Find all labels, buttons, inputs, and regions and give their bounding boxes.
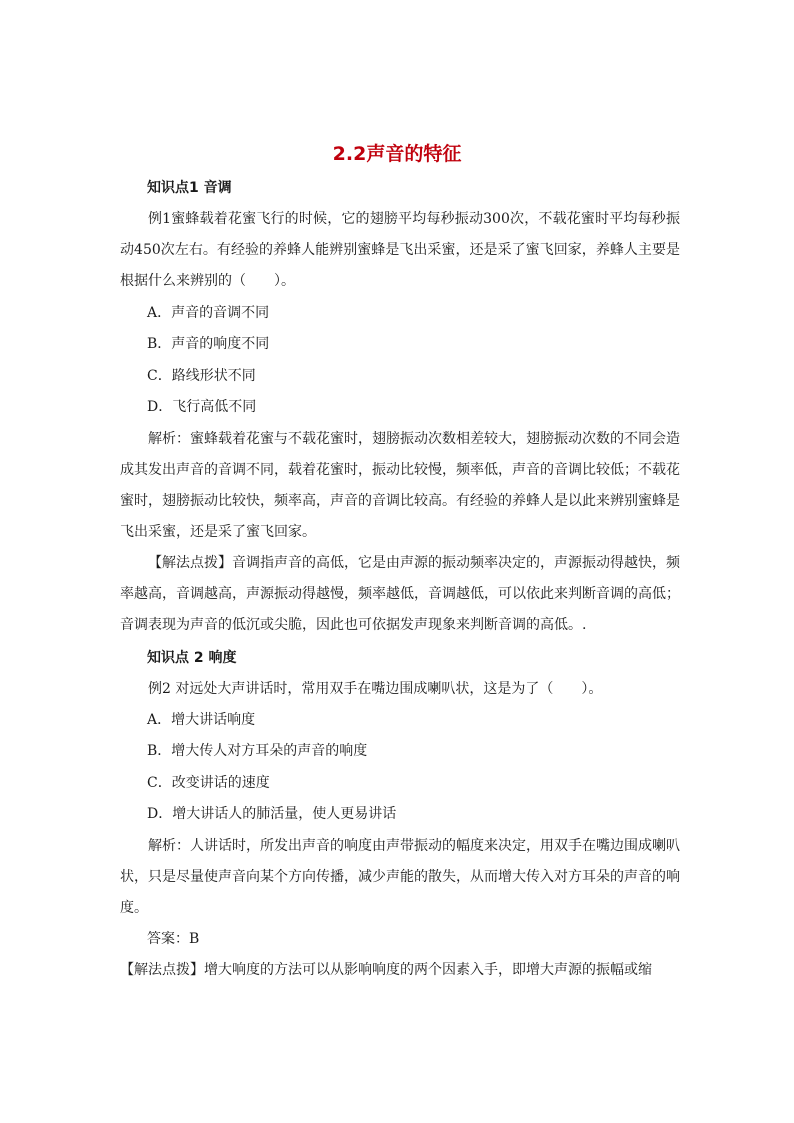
- example-2-option-c: C．改变讲话的速度: [147, 775, 270, 791]
- example-2-question: 例2 对远处大声讲话时，常用双手在嘴边围成喇叭状，这是为了（ ）。: [148, 681, 603, 697]
- example-1-option-d: D．飞行高低不同: [147, 399, 257, 415]
- example-2-option-d: D．增大讲话人的肺活量，使人更易讲话: [147, 806, 397, 822]
- page-title: 2.2声音的特征: [332, 143, 462, 165]
- example-1-tip: 【解法点拨】音调指声音的高低，它是由声源的振动频率决定的，声源振动得越快，频率越高，音调越高，声源振动得越慢，频率越低，音调越低，可以依此来判断音调的高低；音调表现为声音的低沉或尖脆，因此也可依据发声现象来判断音调的高低。.: [120, 555, 680, 633]
- example-2-option-b: B．增大传人对方耳朵的声音的响度: [147, 743, 368, 759]
- example-1-question: 例1蜜蜂载着花蜜飞行的时候，它的翅膀平均每秒振动300次，不载花蜜时平均每秒振动450次左右。有经验的养蜂人能辨别蜜蜂是飞出采蜜，还是采了蜜飞回家，养蜂人主要是根据什么来辨别的（ ）。: [120, 211, 680, 289]
- example-1-option-c: C．路线形状不同: [147, 368, 256, 384]
- example-2-tip: 【解法点拨】增大响度的方法可以从影响响度的两个因素入手，即增大声源的振幅或缩: [120, 962, 652, 978]
- example-1-option-a: A．声音的音调不同: [147, 305, 270, 321]
- example-2-answer: 答案：B: [147, 931, 200, 947]
- section-1-heading: 知识点1 音调: [147, 180, 232, 196]
- example-1-option-b: B．声音的响度不同: [147, 336, 270, 352]
- example-2-analysis: 解析：人讲话时，所发出声音的响度由声带振动的幅度来决定，用双手在嘴边围成喇叭状，只是尽量使声音向某个方向传播，减少声能的散失，从而增大传入对方耳朵的声音的响度。: [120, 838, 680, 916]
- example-2-option-a: A．增大讲话响度: [147, 712, 256, 728]
- example-1-analysis: 解析：蜜蜂载着花蜜与不载花蜜时，翅膀振动次数相差较大，翅膀振动次数的不同会造成其发出声音的音调不同，载着花蜜时，振动比较慢，频率低，声音的音调比较低；不载花蜜时，翅膀振动比较快，频率高，声音的音调比较高。有经验的养蜂人是以此来辨别蜜蜂是飞出采蜜，还是采了蜜飞回家。: [120, 431, 680, 540]
- section-2-heading: 知识点 2 响度: [147, 650, 237, 666]
